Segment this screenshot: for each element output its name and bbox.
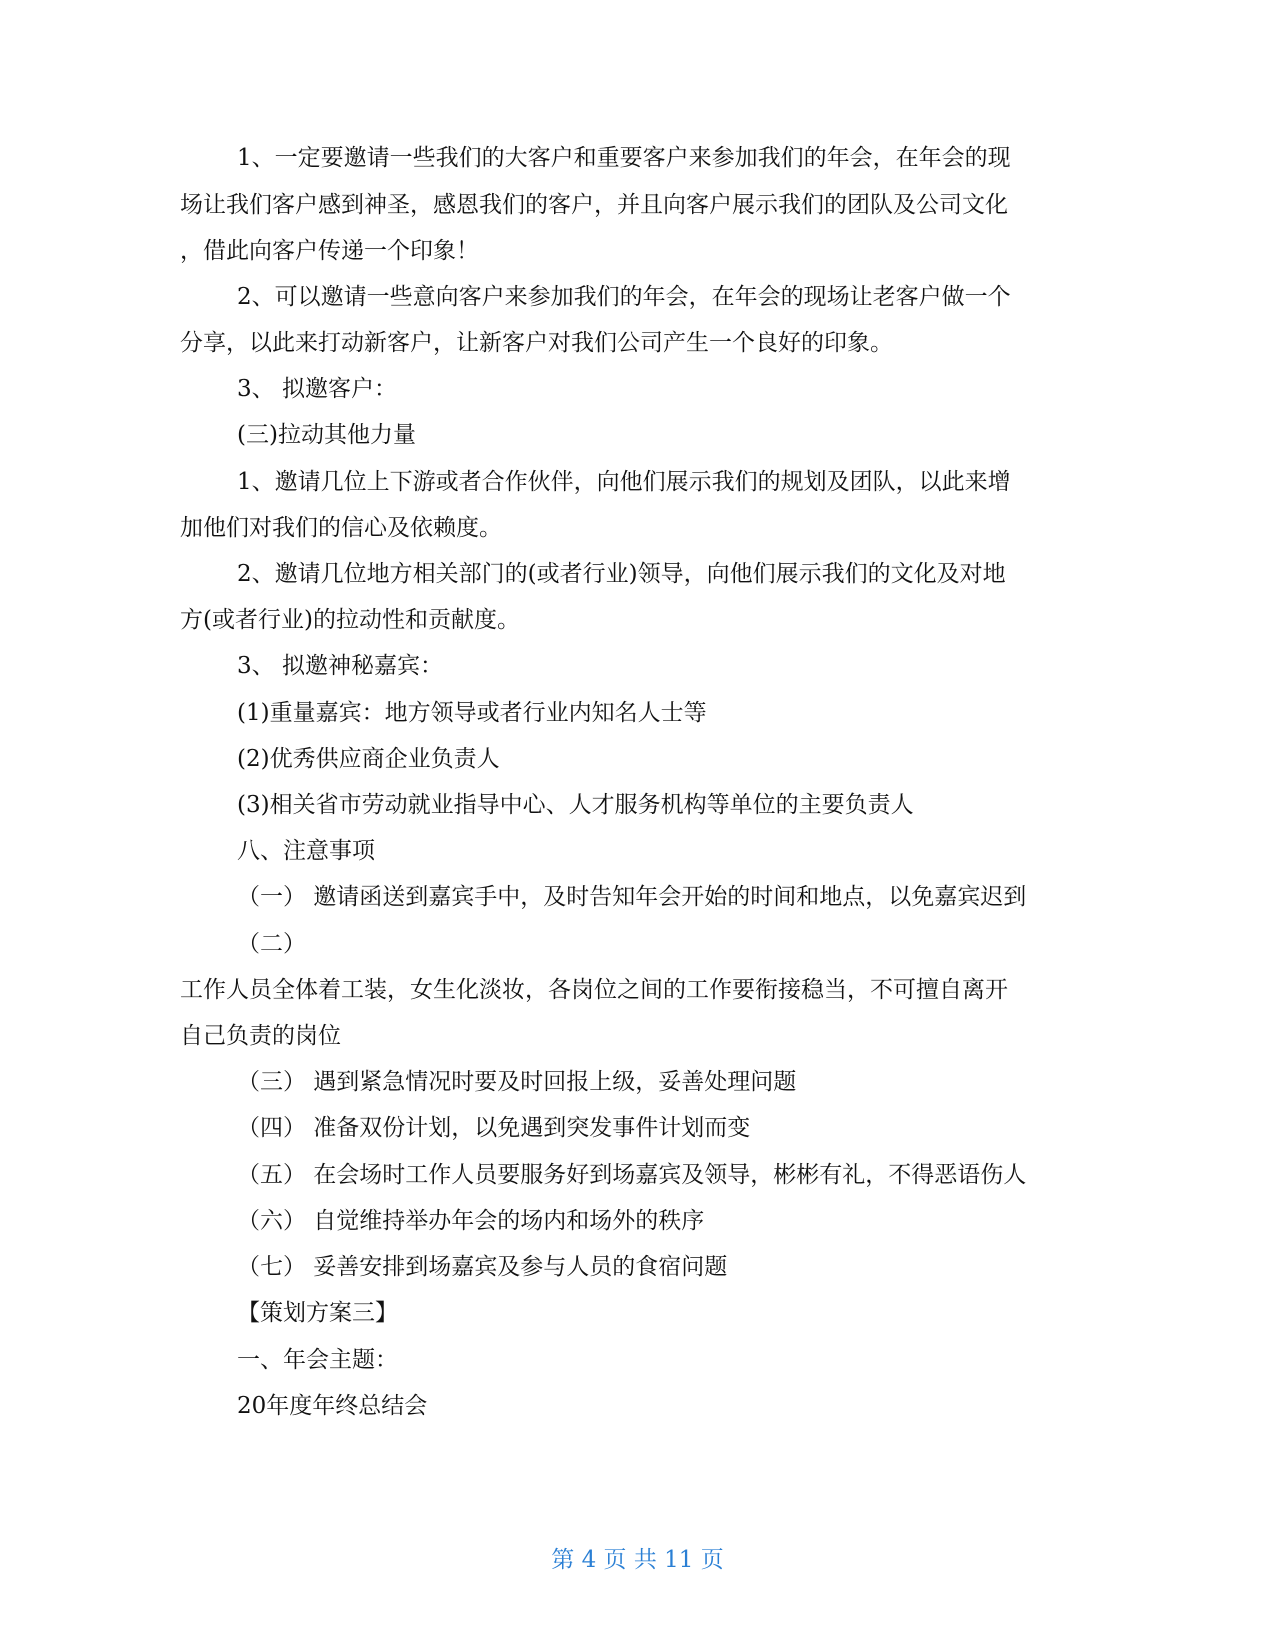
text-line: （一） 邀请函送到嘉宾手中，及时告知年会开始的时间和地点，以免嘉宾迟到 [237,884,1027,910]
text-line: （七） 妥善安排到场嘉宾及参与人员的食宿问题 [237,1254,728,1280]
text-line: 方(或者行业)的拉动性和贡献度。 [180,607,520,633]
text-line: (1)重量嘉宾：地方领导或者行业内知名人士等 [237,700,707,726]
text-line: 2、邀请几位地方相关部门的(或者行业)领导，向他们展示我们的文化及对地 [237,561,1006,587]
text-line: 2、可以邀请一些意向客户来参加我们的年会，在年会的现场让老客户做一个 [237,284,1011,310]
section-heading: 【策划方案三】 [237,1300,398,1326]
text-line: 20年度年终总结会 [237,1393,428,1419]
section-heading: (三)拉动其他力量 [237,422,416,448]
text-line: 场让我们客户感到神圣，感恩我们的客户，并且向客户展示我们的团队及公司文化 [180,192,1008,218]
text-line: 加他们对我们的信心及依赖度。 [180,515,502,541]
text-line: （三） 遇到紧急情况时要及时回报上级，妥善处理问题 [237,1069,797,1095]
text-line: (2)优秀供应商企业负责人 [237,746,500,772]
text-line: （六） 自觉维持举办年会的场内和场外的秩序 [237,1208,705,1234]
text-line: 1、一定要邀请一些我们的大客户和重要客户来参加我们的年会，在年会的现 [237,145,1011,171]
page-number-label: 第 4 页 共 11 页 [551,1547,724,1573]
text-line: (3)相关省市劳动就业指导中心、人才服务机构等单位的主要负责人 [237,792,914,818]
page-footer [0,1545,1275,1575]
text-line: （二） [237,931,306,957]
section-heading: 一、年会主题： [237,1347,398,1373]
text-line: 自己负责的岗位 [180,1023,341,1049]
text-line: （五） 在会场时工作人员要服务好到场嘉宾及领导，彬彬有礼，不得恶语伤人 [237,1162,1027,1188]
text-line: 3、 拟邀神秘嘉宾： [237,653,443,679]
text-line: 分享，以此来打动新客户，让新客户对我们公司产生一个良好的印象。 [180,330,893,356]
text-line: 1、邀请几位上下游或者合作伙伴，向他们展示我们的规划及团队，以此来增 [237,469,1011,495]
text-line: （四） 准备双份计划，以免遇到突发事件计划而变 [237,1115,751,1141]
section-heading: 八、注意事项 [237,838,375,864]
text-line: ，借此向客户传递一个印象！ [180,238,479,264]
text-line: 3、 拟邀客户： [237,376,397,402]
text-line: 工作人员全体着工装，女生化淡妆，各岗位之间的工作要衔接稳当，不可擅自离开 [180,977,1008,1003]
